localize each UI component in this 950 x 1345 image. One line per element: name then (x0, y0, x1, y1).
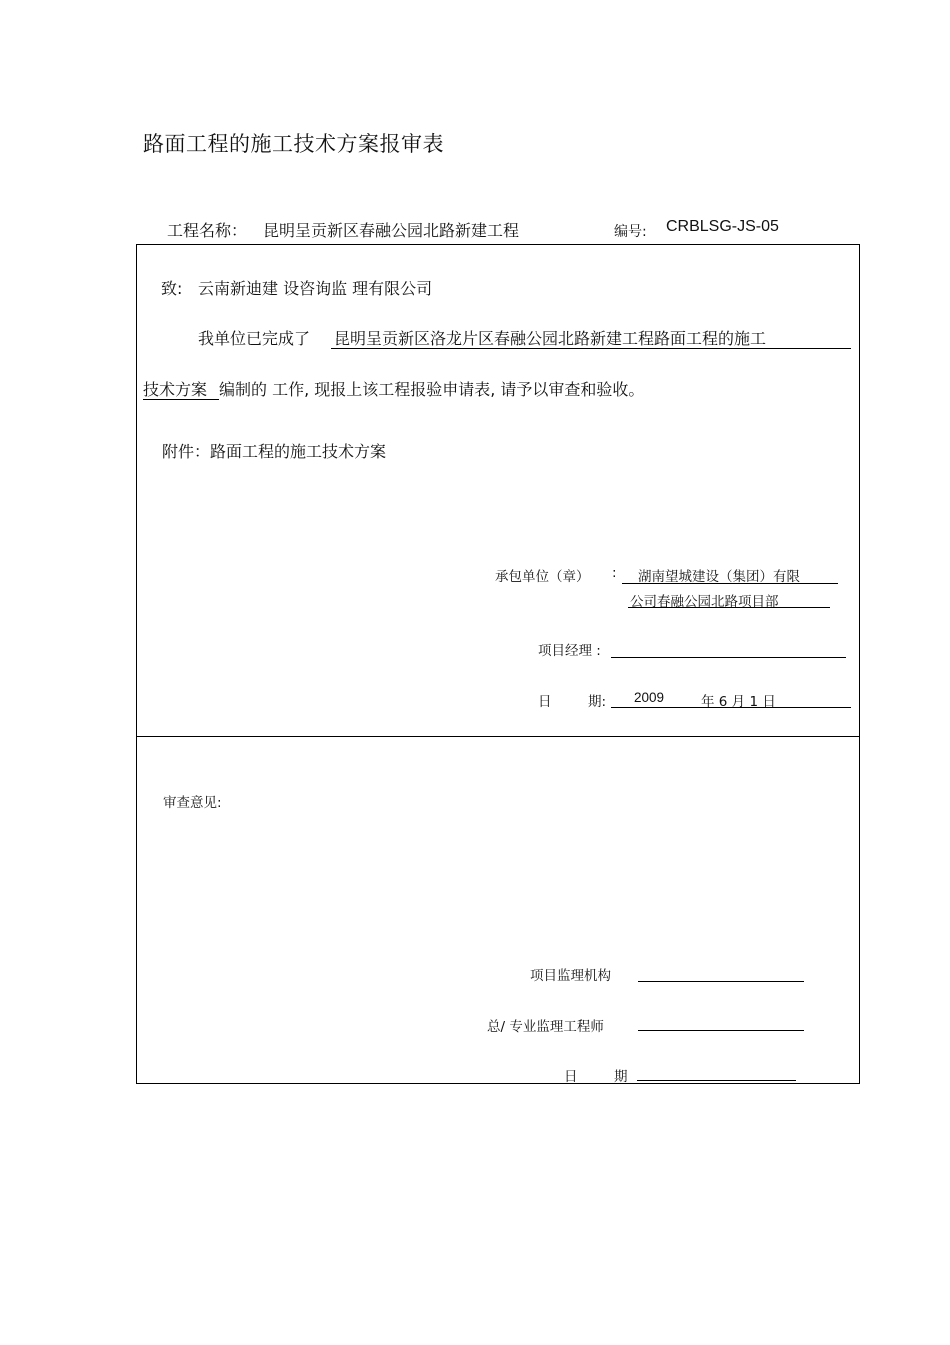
paragraph-suffix: 编制的 工作, 现报上该工程报验申请表, 请予以审查和验收。 (219, 380, 645, 399)
project-name-label: 工程名称： (167, 221, 248, 240)
contractor-label: 承包单位（章） (495, 569, 590, 585)
paragraph-fill-line2: 技术方案 (143, 380, 208, 399)
page-title: 路面工程的施工技术方案报审表 (143, 132, 444, 156)
code-label: 编号: (614, 224, 647, 240)
to-label: 致: (161, 279, 183, 298)
paragraph-fill-line1: 昆明呈贡新区洛龙片区春融公园北路新建工程路面工程的施工 (334, 329, 767, 348)
date-label-char2: 期: (588, 694, 607, 710)
date-label-char1: 日 (538, 694, 552, 710)
review-date-char2: 期 (614, 1069, 628, 1085)
fill-underline-2 (143, 399, 219, 400)
form-table (136, 244, 860, 1084)
project-name-value: 昆明呈贡新区春融公园北路新建工程 (263, 221, 520, 240)
review-opinion-label: 审查意见: (163, 795, 222, 811)
contractor-underline-2 (628, 607, 830, 608)
review-date-char1: 日 (564, 1069, 578, 1085)
contractor-colon: : (612, 565, 617, 581)
to-value: 云南新迪建 设咨询监 理有限公司 (198, 279, 433, 298)
date-year: 2009 (634, 690, 665, 705)
date-underline (611, 707, 851, 708)
supervision-org-underline (638, 981, 804, 982)
supervision-engineer-underline (638, 1030, 804, 1031)
code-value: CRBLSG-JS-05 (666, 218, 779, 235)
date-rest: 年 6 月 1 日 (701, 694, 776, 710)
supervision-engineer-label: 总/ 专业监理工程师 (487, 1019, 604, 1035)
contractor-value-line1: 湖南望城建设（集团）有限 (638, 569, 800, 585)
manager-label: 项目经理 : (538, 643, 601, 659)
attachment-text: 附件：路面工程的施工技术方案 (162, 442, 387, 461)
manager-underline (611, 657, 846, 658)
fill-underline-1 (331, 348, 851, 349)
contractor-underline-1 (622, 583, 838, 584)
contractor-value-line2: 公司春融公园北路项目部 (630, 594, 779, 610)
section-divider (137, 736, 859, 737)
paragraph-prefix: 我单位已完成了 (198, 329, 311, 348)
supervision-org-label: 项目监理机构 (530, 968, 611, 984)
review-date-underline (637, 1080, 796, 1081)
